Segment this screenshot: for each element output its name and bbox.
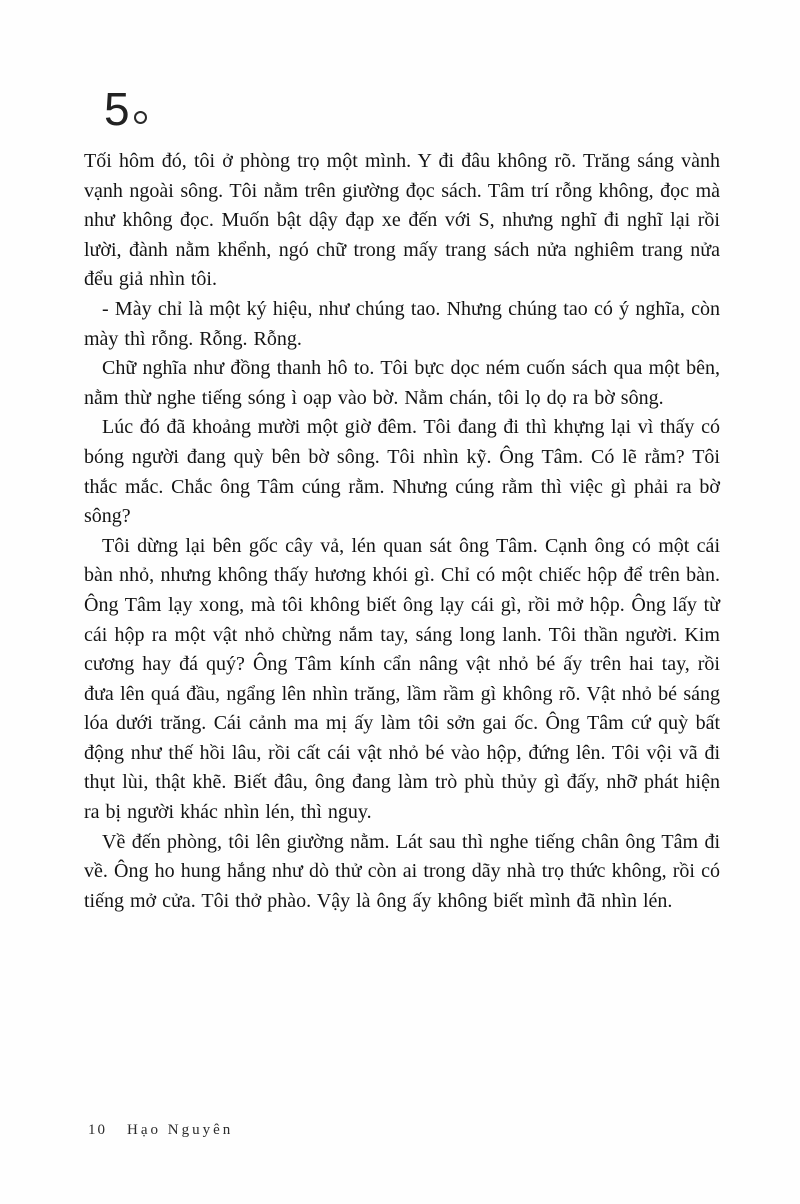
paragraph: Chữ nghĩa như đồng thanh hô to. Tôi bực dọc ném cuốn sách qua một bên, nằm thừ nghe tiếng sóng ì oạp vào bờ. Nằm chán, tôi lọ dọ ra bờ sông.: [84, 357, 720, 409]
chapter-number: 5: [104, 83, 131, 135]
chapter-heading: [104, 84, 720, 146]
page-footer: [88, 1122, 233, 1139]
paragraph: Về đến phòng, tôi lên giường nằm. Lát sau thì nghe tiếng chân ông Tâm đi về. Ông ho hung hắng như dò thử còn ai trong dãy nhà trọ thức không, rồi có tiếng mở cửa. Tôi thở phào. Vậy là ông ấy không biết mình đã nhìn lén.: [84, 830, 720, 912]
body-text: [84, 147, 720, 916]
paragraph: Tối hôm đó, tôi ở phòng trọ một mình. Y đi đâu không rõ. Trăng sáng vành vạnh ngoài sông. Tôi nằm trên giường đọc sách. Tâm trí rỗng không, đọc mà như không đọc. Muốn bật dậy đạp xe đến với S, nhưng nghĩ đi nghĩ lại rồi lười, đành nằm khểnh, ngó chữ trong mấy trang sách nửa nghiêm trang nửa đểu giả nhìn tôi.: [84, 150, 720, 291]
book-page: [84, 0, 720, 916]
page-number: 10: [88, 1122, 107, 1138]
paragraph: - Mày chỉ là một ký hiệu, như chúng tao. Nhưng chúng tao có ý nghĩa, còn mày thì rỗng. Rỗng. Rỗng.: [84, 297, 720, 350]
paragraph: Lúc đó đã khoảng mười một giờ đêm. Tôi đang đi thì khựng lại vì thấy có bóng người đang quỳ bên bờ sông. Tôi nhìn kỹ. Ông Tâm. Có lẽ rằm? Tôi thắc mắc. Chắc ông Tâm cúng rằm. Nhưng cúng rằm thì việc gì phải ra bờ sông?: [84, 416, 720, 528]
chapter-dot-icon: [134, 111, 147, 124]
paragraph: Tôi dừng lại bên gốc cây vả, lén quan sát ông Tâm. Cạnh ông có một cái bàn nhỏ, nhưng không thấy hương khói gì. Chỉ có một chiếc hộp để trên bàn. Ông Tâm lạy xong, mà tôi không biết ông lạy cái gì, rồi mở hộp. Ông lấy từ cái hộp ra một vật nhỏ chừng nắm tay, sáng long lanh. Tôi thần người. Kim cương hay đá quý? Ông Tâm kính cẩn nâng vật nhỏ bé ấy trên hai tay, rồi đưa lên quá đầu, ngẩng lên nhìn trăng, lầm rầm gì không rõ. Vật nhỏ bé sáng lóa dưới trăng. Cái cảnh ma mị ấy làm tôi sởn gai ốc. Ông Tâm cứ quỳ bất động như thế hồi lâu, rồi cất cái vật nhỏ bé vào hộp, đứng lên. Tôi vội vã đi thụt lùi, thật khẽ. Biết đâu, ông đang làm trò phù thủy gì đấy, nhỡ phát hiện ra bị người khác nhìn lén, thì nguy.: [84, 534, 720, 824]
author-name: Hạo Nguyên: [127, 1122, 234, 1138]
